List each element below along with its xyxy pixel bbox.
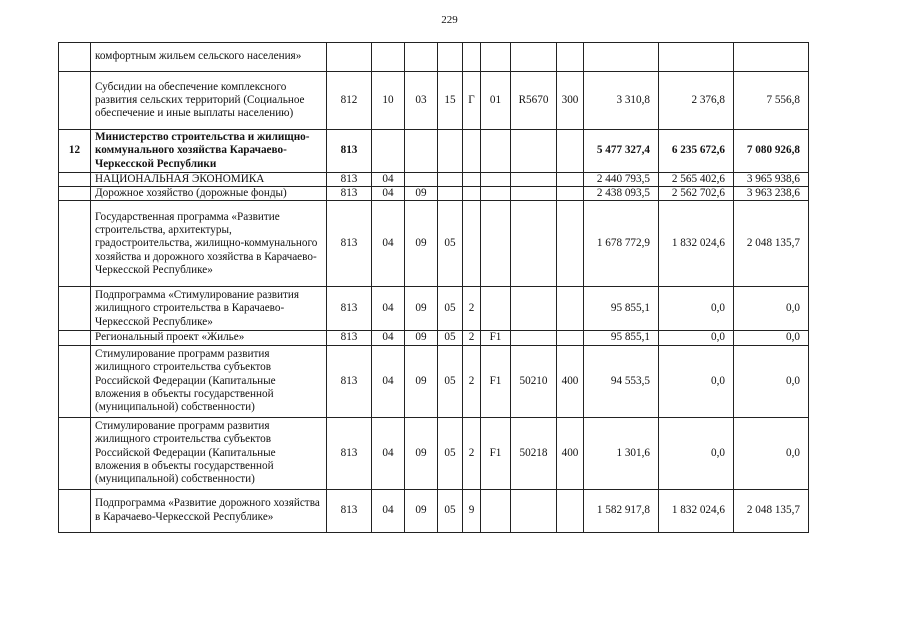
code-pr <box>405 173 438 187</box>
code-direction <box>511 43 557 72</box>
table-row <box>59 173 809 187</box>
code-gr: 813 <box>327 287 372 331</box>
amount-year-2 <box>659 43 734 72</box>
code-gr: 813 <box>327 331 372 345</box>
table-row <box>59 287 809 331</box>
code-program: 05 <box>438 417 463 489</box>
code-vr <box>557 201 584 287</box>
row-name: Подпрограмма «Стимулирование развития жилищного строительства в Карачаево-Черкесской Республике» <box>91 287 327 331</box>
code-project <box>481 43 511 72</box>
amount-year-2: 0,0 <box>659 287 734 331</box>
code-gr <box>327 43 372 72</box>
amount-year-2: 2 562 702,6 <box>659 187 734 201</box>
amount-year-1: 1 582 917,8 <box>584 489 659 532</box>
row-number <box>59 331 91 345</box>
row-name: Субсидии на обеспечение комплексного развития сельских территорий (Социальное обеспечение и иные выплаты населению) <box>91 72 327 130</box>
code-vr <box>557 130 584 173</box>
code-direction: 50210 <box>511 345 557 417</box>
code-subprogram: 2 <box>463 331 481 345</box>
table-row <box>59 489 809 532</box>
code-program: 05 <box>438 489 463 532</box>
code-rz: 04 <box>372 417 405 489</box>
row-number: 12 <box>59 130 91 173</box>
code-project: F1 <box>481 331 511 345</box>
amount-year-1: 94 553,5 <box>584 345 659 417</box>
code-vr <box>557 489 584 532</box>
code-pr: 09 <box>405 187 438 201</box>
code-rz <box>372 43 405 72</box>
amount-year-3: 2 048 135,7 <box>734 489 809 532</box>
code-vr <box>557 173 584 187</box>
row-number <box>59 72 91 130</box>
row-number <box>59 287 91 331</box>
amount-year-2: 0,0 <box>659 331 734 345</box>
table-row <box>59 417 809 489</box>
code-subprogram: Г <box>463 72 481 130</box>
amount-year-1: 2 438 093,5 <box>584 187 659 201</box>
code-direction <box>511 173 557 187</box>
amount-year-2: 1 832 024,6 <box>659 201 734 287</box>
code-gr: 813 <box>327 489 372 532</box>
code-direction: 50218 <box>511 417 557 489</box>
amount-year-3 <box>734 43 809 72</box>
code-program: 05 <box>438 345 463 417</box>
amount-year-1: 2 440 793,5 <box>584 173 659 187</box>
amount-year-1: 5 477 327,4 <box>584 130 659 173</box>
amount-year-2: 1 832 024,6 <box>659 489 734 532</box>
code-vr <box>557 287 584 331</box>
code-project <box>481 287 511 331</box>
code-rz: 04 <box>372 201 405 287</box>
code-project: 01 <box>481 72 511 130</box>
code-program: 05 <box>438 331 463 345</box>
row-number <box>59 43 91 72</box>
code-vr <box>557 43 584 72</box>
code-direction <box>511 287 557 331</box>
code-pr: 09 <box>405 287 438 331</box>
code-pr: 09 <box>405 345 438 417</box>
page-number: 229 <box>441 14 458 26</box>
row-number <box>59 489 91 532</box>
code-vr <box>557 331 584 345</box>
amount-year-2: 6 235 672,6 <box>659 130 734 173</box>
code-vr: 400 <box>557 345 584 417</box>
code-subprogram <box>463 187 481 201</box>
code-gr: 813 <box>327 130 372 173</box>
row-name: НАЦИОНАЛЬНАЯ ЭКОНОМИКА <box>91 173 327 187</box>
amount-year-3: 0,0 <box>734 331 809 345</box>
code-project <box>481 173 511 187</box>
code-vr: 400 <box>557 417 584 489</box>
code-rz: 04 <box>372 345 405 417</box>
code-project: F1 <box>481 345 511 417</box>
amount-year-1: 1 678 772,9 <box>584 201 659 287</box>
row-name: Подпрограмма «Развитие дорожного хозяйства в Карачаево-Черкесской Республике» <box>91 489 327 532</box>
code-pr: 09 <box>405 331 438 345</box>
row-name: Министерство строительства и жилищно-коммунального хозяйства Карачаево-Черкесской Республики <box>91 130 327 173</box>
code-rz: 04 <box>372 287 405 331</box>
code-rz: 04 <box>372 331 405 345</box>
table-row <box>59 331 809 345</box>
amount-year-3: 0,0 <box>734 287 809 331</box>
code-program <box>438 43 463 72</box>
row-name: Региональный проект «Жилье» <box>91 331 327 345</box>
code-subprogram: 2 <box>463 287 481 331</box>
row-number <box>59 345 91 417</box>
code-gr: 813 <box>327 417 372 489</box>
code-subprogram <box>463 201 481 287</box>
amount-year-3: 3 965 938,6 <box>734 173 809 187</box>
code-program <box>438 187 463 201</box>
amount-year-1: 95 855,1 <box>584 287 659 331</box>
table-row <box>59 201 809 287</box>
amount-year-2: 0,0 <box>659 417 734 489</box>
amount-year-3: 0,0 <box>734 345 809 417</box>
code-direction <box>511 187 557 201</box>
code-vr: 300 <box>557 72 584 130</box>
code-gr: 812 <box>327 72 372 130</box>
amount-year-3: 0,0 <box>734 417 809 489</box>
table-row <box>59 187 809 201</box>
code-subprogram: 9 <box>463 489 481 532</box>
code-project <box>481 130 511 173</box>
row-number <box>59 187 91 201</box>
code-rz <box>372 130 405 173</box>
code-subprogram <box>463 173 481 187</box>
table-row <box>59 72 809 130</box>
amount-year-2: 2 565 402,6 <box>659 173 734 187</box>
code-gr: 813 <box>327 345 372 417</box>
row-name: Государственная программа «Развитие строительства, архитектуры, градостроительства, жилищно-коммунального хозяйства и дорожного хозяйства в Карачаево-Черкесской Республике» <box>91 201 327 287</box>
amount-year-3: 7 080 926,8 <box>734 130 809 173</box>
amount-year-3: 7 556,8 <box>734 72 809 130</box>
code-rz: 04 <box>372 489 405 532</box>
code-project <box>481 489 511 532</box>
code-subprogram: 2 <box>463 345 481 417</box>
amount-year-3: 2 048 135,7 <box>734 201 809 287</box>
amount-year-1: 1 301,6 <box>584 417 659 489</box>
code-pr: 09 <box>405 489 438 532</box>
code-program: 15 <box>438 72 463 130</box>
table-row <box>59 43 809 72</box>
code-gr: 813 <box>327 173 372 187</box>
code-subprogram <box>463 43 481 72</box>
code-subprogram: 2 <box>463 417 481 489</box>
table-row <box>59 130 809 173</box>
code-pr: 09 <box>405 417 438 489</box>
code-pr <box>405 43 438 72</box>
code-subprogram <box>463 130 481 173</box>
row-name: комфортным жильем сельского населения» <box>91 43 327 72</box>
code-project: F1 <box>481 417 511 489</box>
table-row <box>59 345 809 417</box>
row-name: Стимулирование программ развития жилищного строительства субъектов Российской Федерации (Капитальные вложения в объекты государственной (муниципальной) собственности) <box>91 345 327 417</box>
amount-year-1: 95 855,1 <box>584 331 659 345</box>
code-direction <box>511 489 557 532</box>
code-program <box>438 173 463 187</box>
amount-year-1: 3 310,8 <box>584 72 659 130</box>
code-gr: 813 <box>327 201 372 287</box>
code-direction <box>511 130 557 173</box>
amount-year-2: 2 376,8 <box>659 72 734 130</box>
amount-year-3: 3 963 238,6 <box>734 187 809 201</box>
code-vr <box>557 187 584 201</box>
row-number <box>59 417 91 489</box>
code-project <box>481 201 511 287</box>
code-project <box>481 187 511 201</box>
code-rz: 10 <box>372 72 405 130</box>
amount-year-1 <box>584 43 659 72</box>
code-pr: 09 <box>405 201 438 287</box>
row-number <box>59 173 91 187</box>
code-rz: 04 <box>372 173 405 187</box>
code-pr <box>405 130 438 173</box>
code-gr: 813 <box>327 187 372 201</box>
code-program <box>438 130 463 173</box>
budget-table <box>58 42 809 533</box>
code-program: 05 <box>438 287 463 331</box>
row-name: Дорожное хозяйство (дорожные фонды) <box>91 187 327 201</box>
code-direction <box>511 201 557 287</box>
amount-year-2: 0,0 <box>659 345 734 417</box>
code-direction: R5670 <box>511 72 557 130</box>
code-rz: 04 <box>372 187 405 201</box>
row-name: Стимулирование программ развития жилищного строительства субъектов Российской Федерации (Капитальные вложения в объекты государственной (муниципальной) собственности) <box>91 417 327 489</box>
code-direction <box>511 331 557 345</box>
row-number <box>59 201 91 287</box>
code-pr: 03 <box>405 72 438 130</box>
code-program: 05 <box>438 201 463 287</box>
